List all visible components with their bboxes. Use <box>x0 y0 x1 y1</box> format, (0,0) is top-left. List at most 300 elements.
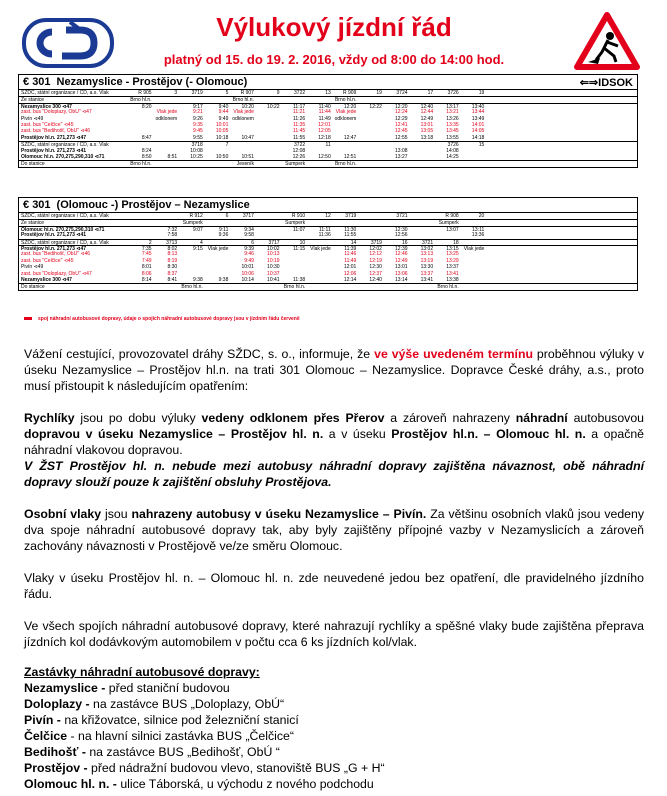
table-cell: 6 <box>225 213 229 219</box>
table-cell <box>255 97 281 102</box>
table-cell: 11:07 <box>293 226 306 233</box>
table-cell: 10:22 <box>267 103 280 110</box>
table-cell <box>306 284 332 289</box>
table-cell: odklonem <box>334 115 357 122</box>
table-cell: 3719 <box>191 90 203 96</box>
table-cell: 12:29 <box>395 115 408 122</box>
row-label: zast. bus "Doloplazy, ObÚ" ⊲47 <box>21 270 92 277</box>
table-cell: 8:13 <box>167 251 178 258</box>
table-cell: 10:18 <box>215 134 229 141</box>
table-cell: 14:25 <box>446 153 459 160</box>
row-label: Do stanice <box>21 284 45 290</box>
table-cell <box>306 220 332 225</box>
table-cell <box>204 161 230 166</box>
table-cell: 12:55 <box>395 134 408 141</box>
table-cell <box>153 97 179 102</box>
table-cell: 3722 <box>294 142 306 148</box>
table-cell: 7:58 <box>167 232 178 239</box>
table-cell <box>306 240 332 245</box>
table-cell: 14:05 <box>471 128 485 135</box>
table-cell <box>306 161 332 166</box>
table-cell: 12:49 <box>420 115 434 122</box>
table-cell: 12:41 <box>395 121 408 128</box>
page-header <box>14 8 654 76</box>
table-cell: 7 <box>225 142 229 148</box>
table-cell: 13:01 <box>420 121 434 128</box>
table-cell <box>255 232 281 238</box>
table-cell: 13:11 <box>472 226 485 233</box>
timetable-body <box>19 90 637 167</box>
table-cell: 11:45 <box>293 128 306 135</box>
table-cell: 8:20 <box>141 103 152 110</box>
table-cell: Vlak jede <box>156 109 178 116</box>
table-cell <box>153 284 179 289</box>
notice-text <box>24 346 644 792</box>
table-cell: 3717 <box>242 213 254 219</box>
table-cell: 11:17 <box>293 103 306 110</box>
table-cell: 3726 <box>447 90 459 96</box>
table-cell: 14:08 <box>446 147 459 154</box>
table-cell <box>306 277 332 283</box>
table-cell: 12:18 <box>318 134 331 141</box>
table-cell: 13:08 <box>395 147 408 154</box>
bus-stop-item <box>24 680 644 696</box>
table-cell <box>204 240 230 245</box>
table-cell: 13:14 <box>395 276 408 283</box>
table-cell: 3721 <box>396 213 408 219</box>
table-cell: 8:06 <box>141 270 152 277</box>
table-cell: 13:27 <box>395 153 408 160</box>
table-cell: 14:01 <box>471 121 485 128</box>
table-cell: 12:50 <box>318 153 331 160</box>
table-cell: 9:40 <box>218 103 229 110</box>
table-cell: 3722 <box>294 90 306 96</box>
table-cell: Vlak jede <box>335 109 357 116</box>
table-cell: 12:26 <box>292 153 306 160</box>
table-cell <box>409 220 435 225</box>
table-cell <box>357 154 383 160</box>
table-cell: 9:38 <box>193 276 203 283</box>
row-label: Ze stanice <box>21 220 45 226</box>
table-cell: 12:19 <box>369 257 382 264</box>
table-cell: Brno hl.n. <box>334 97 357 103</box>
table-cell: 11:11 <box>318 226 331 233</box>
table-cell: 9:38 <box>218 276 229 283</box>
table-cell <box>383 97 409 102</box>
table-cell <box>153 135 179 141</box>
table-cell: 9:35 <box>193 121 203 128</box>
table-cell <box>409 154 435 160</box>
table-cell: 10:50 <box>215 153 229 160</box>
table-row <box>19 283 637 289</box>
bus-stop-description: na zastávce BUS „Doloplazy, ObÚ“ <box>89 697 285 711</box>
cd-logo <box>22 18 114 68</box>
table-cell: 8:14 <box>141 276 152 283</box>
row-label: SŽDC, státní organizace / ČD, a.s. Vlak <box>21 213 109 219</box>
table-cell <box>357 161 383 166</box>
table-cell: 12:01 <box>343 264 357 271</box>
table-cell <box>127 232 153 238</box>
page-title: Výlukový jízdní řád <box>216 12 452 42</box>
table-cell: 9:21 <box>193 109 203 116</box>
table-cell: 11:55 <box>293 134 306 141</box>
table-cell: 10:05 <box>215 128 229 135</box>
table-cell: 11:49 <box>318 115 331 122</box>
row-label: Do stanice <box>21 161 45 167</box>
table-cell: Brno hl.n. <box>130 97 152 103</box>
table-cell <box>153 220 179 225</box>
row-label: zast. bus "Doloplazy, ObÚ" ⊲47 <box>21 109 92 116</box>
bus-stop-item <box>24 696 644 712</box>
bus-stop-description: na zastávce BUS „Bedihošť, ObÚ “ <box>85 745 280 759</box>
table-cell: Vlak jede <box>207 245 229 252</box>
table-cell: 13:07 <box>446 226 459 233</box>
table-cell: 10 <box>299 239 306 245</box>
table-cell: 7:45 <box>141 251 152 258</box>
table-cell: 4 <box>200 239 203 245</box>
table-cell <box>357 97 383 102</box>
table-cell: 9:17 <box>193 103 203 110</box>
table-cell: 12:51 <box>343 153 357 160</box>
line-number: € 301 <box>23 199 51 211</box>
bus-stop-name: Čelčice <box>24 729 68 743</box>
table-cell: 13:44 <box>471 109 485 116</box>
table-cell: Vlak jede <box>463 245 485 252</box>
table-cell: 12:06 <box>343 270 357 277</box>
table-cell: 10:25 <box>190 153 203 160</box>
table-cell: 12:20 <box>343 103 357 110</box>
table-cell <box>204 284 230 289</box>
timetable-header <box>19 75 637 90</box>
table-cell: 13:30 <box>420 264 434 271</box>
table-cell: 12:40 <box>420 103 434 110</box>
table-cell <box>357 284 383 289</box>
bus-stop-item <box>24 760 644 776</box>
table-cell <box>383 161 409 166</box>
table-cell: 11:38 <box>293 276 306 283</box>
row-label: Pivín ⊲49 <box>21 264 44 271</box>
table-cell <box>332 284 358 289</box>
bus-stop-name: Olomouc hl. n. - <box>24 777 117 791</box>
table-cell <box>434 161 460 166</box>
table-cell: 8:51 <box>167 153 178 160</box>
table-cell: 11:30 <box>344 226 357 233</box>
table-cell <box>255 213 281 219</box>
table-cell <box>255 154 281 160</box>
table-cell: 12:44 <box>420 109 434 116</box>
table-cell: 9:07 <box>193 226 203 233</box>
table-cell: Brno hl.n. <box>181 284 203 290</box>
validity-subtitle: platný od 15. do 19. 2. 2016, vždy od 8:00 do 14:00 hod. <box>163 52 505 67</box>
table-cell <box>434 232 460 238</box>
table-cell <box>178 161 204 166</box>
table-cell: 8:37 <box>167 270 178 277</box>
timetable-legend: spoj náhradní autobusové dopravy, údaje o spojích náhradní autobusové dopravy jsou v jízdním řádu červeně <box>24 316 300 322</box>
table-cell <box>229 284 255 289</box>
table-cell: 13:38 <box>446 276 459 283</box>
table-cell: 10:20 <box>241 103 254 110</box>
table-cell <box>127 213 153 219</box>
table-cell: 6 <box>251 239 254 245</box>
table-cell: 11:39 <box>344 245 357 252</box>
table-cell <box>383 284 409 289</box>
table-cell: Jeseník <box>236 161 254 167</box>
table-cell: Brno hl.n. <box>130 161 152 167</box>
bus-stop-name: Bedihošť - <box>24 745 86 759</box>
table-cell: 7:49 <box>141 257 152 264</box>
table-cell: 9 <box>276 90 280 96</box>
table-cell: 10:13 <box>267 251 280 258</box>
table-cell: 18 <box>453 239 459 245</box>
table-cell: 14 <box>350 239 357 245</box>
table-cell: Šumperk <box>285 161 306 167</box>
table-cell: 19 <box>376 90 382 96</box>
table-cell: 12:02 <box>369 245 382 252</box>
table-cell: Brno hl.n. <box>334 161 357 167</box>
table-cell <box>255 220 281 225</box>
table-cell: 13:13 <box>420 251 434 258</box>
table-cell: 10:51 <box>241 153 254 160</box>
table-cell <box>409 97 435 102</box>
row-label: SŽDC, státní organizace / ČD, a.s. Vlak <box>21 239 109 245</box>
table-cell: Šumperk <box>285 220 306 226</box>
table-cell: 12:37 <box>369 270 382 277</box>
table-cell: 10:47 <box>241 134 254 141</box>
table-cell <box>357 232 383 238</box>
table-cell: 12:12 <box>369 251 382 258</box>
table-cell <box>460 277 486 283</box>
bus-legend-marker <box>24 317 32 320</box>
table-cell <box>204 97 230 102</box>
table-cell: R 907 <box>240 90 254 96</box>
table-cell: 12:05 <box>318 128 331 135</box>
table-cell: 9:46 <box>244 251 254 258</box>
table-cell <box>255 284 281 289</box>
bus-stop-description: před nádražní budovou vlevo, stanoviště BUS „G + H“ <box>87 761 385 775</box>
bus-stop-name: Prostějov - <box>24 761 88 775</box>
table-cell: 11:21 <box>293 109 306 116</box>
table-cell <box>255 135 281 141</box>
table-cell <box>127 284 153 289</box>
table-cell <box>460 154 486 160</box>
table-cell: 9:15 <box>193 245 203 252</box>
table-cell: 11 <box>325 142 331 148</box>
timetable-header <box>19 198 637 213</box>
table-cell: 13:37 <box>446 264 459 271</box>
table-cell: Brno hl.n. <box>232 97 254 103</box>
table-row <box>19 160 637 166</box>
table-cell <box>357 220 383 225</box>
table-cell: 13:35 <box>446 121 459 128</box>
table-cell: 9:39 <box>244 245 254 252</box>
table-cell: 10:01 <box>215 121 229 128</box>
table-cell: R 912 <box>189 213 203 219</box>
table-cell: 13:19 <box>420 257 434 264</box>
table-cell: 9:55 <box>193 134 203 141</box>
table-cell: 7:35 <box>141 245 152 252</box>
table-cell <box>153 213 179 219</box>
table-cell: 13:06 <box>395 270 408 277</box>
paragraph-express: Rychlíky jsou po dobu výluky vedeny odklonem přes Přerov a zároveň nahrazeny náhradní autobusovou dopravou v úseku Nezamyslice – Prostějov hl. n. a v úseku Prostějov hl.n. – Olomouc hl. n. a opačně náhradní vlakovou dopravou. <box>24 411 645 457</box>
table-cell: 13:01 <box>395 264 408 271</box>
table-cell: 3717 <box>268 239 280 245</box>
row-label: Ze stanice <box>21 97 45 103</box>
timetable-title: (Olomouc -) Prostějov – Nezamyslice <box>56 199 250 211</box>
row-label: zast. bus "Bedihošť, ObÚ" ⊲46 <box>21 128 91 135</box>
table-cell <box>229 220 255 225</box>
row-label: Olomouc hl.n. 270,275,290,310 ⊲71 <box>21 226 105 233</box>
bus-stops-heading: Zastávky náhradní autobusové dopravy: <box>24 665 260 679</box>
table-cell: odklonem <box>155 115 178 122</box>
table-cell: odklonem <box>232 115 254 122</box>
table-cell: 13:40 <box>471 103 485 110</box>
table-cell: 13:02 <box>420 245 434 252</box>
table-cell: 20 <box>478 213 485 219</box>
table-cell: 12:49 <box>395 257 408 264</box>
table-cell: 9:45 <box>193 128 203 135</box>
table-cell: 8:47 <box>141 134 152 141</box>
table-cell: 3719 <box>370 239 382 245</box>
table-cell: 10:19 <box>267 257 280 264</box>
table-cell: 11:46 <box>344 251 357 258</box>
table-cell: 16 <box>401 239 408 245</box>
table-cell: R 905 <box>138 90 152 96</box>
table-cell: 11:35 <box>293 121 306 128</box>
bus-stop-description: před staniční budovou <box>105 681 230 695</box>
table-cell: 12:30 <box>395 226 408 233</box>
table-cell: 13:25 <box>446 251 459 258</box>
table-cell <box>357 135 383 141</box>
table-cell: 12 <box>325 213 331 219</box>
bus-stop-item <box>24 776 644 792</box>
table-cell: 13:15 <box>446 245 459 252</box>
table-cell: 12:56 <box>395 232 408 239</box>
table-cell: 8:01 <box>141 264 152 271</box>
row-label: SŽDC, státní organizace / ČD, a.s. Vlak <box>21 142 109 148</box>
table-cell: 9:26 <box>193 115 203 122</box>
row-label: Olomouc hl.n. 270,275,290,310 ⊲71 <box>21 153 105 160</box>
table-cell: 15 <box>478 142 485 148</box>
table-cell: 8:02 <box>167 245 178 252</box>
table-cell: 13 <box>325 90 331 96</box>
table-cell: 12:47 <box>343 134 357 141</box>
roadwork-warning-sign-icon <box>574 12 640 70</box>
table-cell: 11:15 <box>293 245 306 252</box>
row-label: Prostějov hl.n. 271,273 ⊲41 <box>21 147 87 154</box>
table-cell <box>153 161 179 166</box>
bus-stops-list <box>24 664 644 792</box>
table-cell: 11:26 <box>293 115 306 122</box>
table-cell: Vlak jede <box>310 245 331 252</box>
table-cell: 11:49 <box>344 257 357 264</box>
table-cell <box>409 161 435 166</box>
row-label: Nezamyslice 300 ⊲47 <box>21 103 72 110</box>
table-cell <box>255 161 281 166</box>
table-cell: 2 <box>148 239 152 245</box>
table-cell: 12:14 <box>343 276 357 283</box>
table-cell: 13:26 <box>446 115 459 122</box>
table-cell <box>281 232 307 238</box>
line-number: € 301 <box>23 76 51 88</box>
table-cell: 10:14 <box>241 276 254 283</box>
table-cell <box>460 240 486 245</box>
table-cell: 9:58 <box>244 232 254 239</box>
table-cell: 12:46 <box>395 251 408 258</box>
table-cell: 11:55 <box>344 232 357 239</box>
row-label: Prostějov hl.n. 271,273 ⊲47 <box>21 245 87 252</box>
row-label: Nezamyslice 300 ⊲47 <box>21 276 72 283</box>
table-cell: 10:37 <box>267 270 280 277</box>
table-cell: Vlak jede <box>233 109 254 116</box>
table-cell: Šumperk <box>438 220 459 226</box>
bus-stop-description: - na hlavní silnici zastávka BUS „Čelčice“ <box>67 729 294 743</box>
table-cell <box>204 220 230 225</box>
table-cell: 12:30 <box>369 264 382 271</box>
table-cell <box>281 97 307 102</box>
paragraph-intro: Vážení cestující, provozovatel dráhy SŽDC, s. o., informuje, že ve výše uvedeném termínu proběhnou výluky v úseku Nezamyslice – Prostějov hl.n. na trati 301 Olomouc – Nezamyslice. Dopravce České dráhy, a.s., proto musí přistoupit k následujícím opatřením: <box>24 347 644 393</box>
table-cell <box>357 213 383 219</box>
table-cell: R 909 <box>343 90 357 96</box>
table-cell: 12:40 <box>369 276 382 283</box>
table-cell: 9:11 <box>219 226 229 233</box>
table-cell: 12:01 <box>318 121 331 128</box>
table-cell: Brno hl.n. <box>437 284 459 290</box>
table-cell: 10:30 <box>267 264 280 271</box>
timetable-title: Nezamyslice - Prostějov (- Olomouc) <box>56 76 248 88</box>
row-label: Pivín ⊲49 <box>21 115 44 122</box>
table-cell: 3718 <box>191 142 203 148</box>
table-cell: 10:41 <box>267 276 280 283</box>
table-cell: 3721 <box>422 239 434 245</box>
table-cell: 3724 <box>396 90 408 96</box>
table-cell: 13:37 <box>420 270 434 277</box>
paragraph-local-trains: Osobní vlaky jsou nahrazeny autobusy v úseku Nezamyslice – Pivín. Za většinu osobních vlaků jsou vedeny dva spoje náhradní autobusové dopravy tak, aby byly zajištěny přípojné vazby v Nezamyslicích a zároveň zachovány návaznosti v Prostějově ve/ze směru Olomouc. <box>24 507 644 553</box>
table-cell <box>178 232 204 238</box>
paragraph-prostejov-note: V ŽST Prostějov hl. n. nebude mezi autobusy náhradní dopravy zajištěna návaznost, obě náhradní dopravy slouží pouze k zajištění obsluhy Prostějova. <box>24 459 644 489</box>
table-cell: 13:36 <box>471 232 485 239</box>
table-cell: 11:44 <box>318 109 331 116</box>
table-cell: 11:36 <box>318 232 331 239</box>
row-label: zast. bus "Čelčice" ⊲45 <box>21 121 74 128</box>
table-cell: 13:05 <box>420 128 434 135</box>
table-cell: 12:45 <box>395 128 408 135</box>
timetable-prostejov-nezamyslice <box>18 197 638 291</box>
bus-stop-item <box>24 728 644 744</box>
bus-stop-description: ulice Táborská, u východu z nového podchodu <box>116 777 374 791</box>
table-cell <box>460 161 486 166</box>
table-cell: 9:49 <box>218 115 229 122</box>
paragraph-bicycles: Ve všech spojích náhradní autobusové dopravy, které nahrazují rychlíky a spěšné vlaky bude zajištěna přeprava jízdních kol dodávkovým automobilem v počtu cca 6 ks jízdních kol/vlak. <box>24 619 644 649</box>
table-cell <box>460 97 486 102</box>
timetable-body <box>19 213 637 290</box>
table-cell <box>409 213 435 219</box>
table-cell: 13:45 <box>446 128 459 135</box>
table-cell: 8:19 <box>167 257 178 264</box>
table-cell: 13:41 <box>446 270 459 277</box>
table-cell: 10:08 <box>190 147 203 154</box>
table-cell: 13:41 <box>420 276 434 283</box>
timetable-nezamyslice-prostejov <box>18 74 638 168</box>
table-cell: 8:50 <box>141 153 152 160</box>
table-cell <box>332 220 358 225</box>
table-cell <box>409 284 435 289</box>
table-cell: 17 <box>427 90 434 96</box>
bus-stop-item <box>24 712 644 728</box>
table-cell: 10:06 <box>241 270 254 277</box>
table-cell: 12:24 <box>395 109 408 116</box>
table-cell: 3713 <box>166 239 178 245</box>
table-cell: 9:36 <box>218 232 229 239</box>
